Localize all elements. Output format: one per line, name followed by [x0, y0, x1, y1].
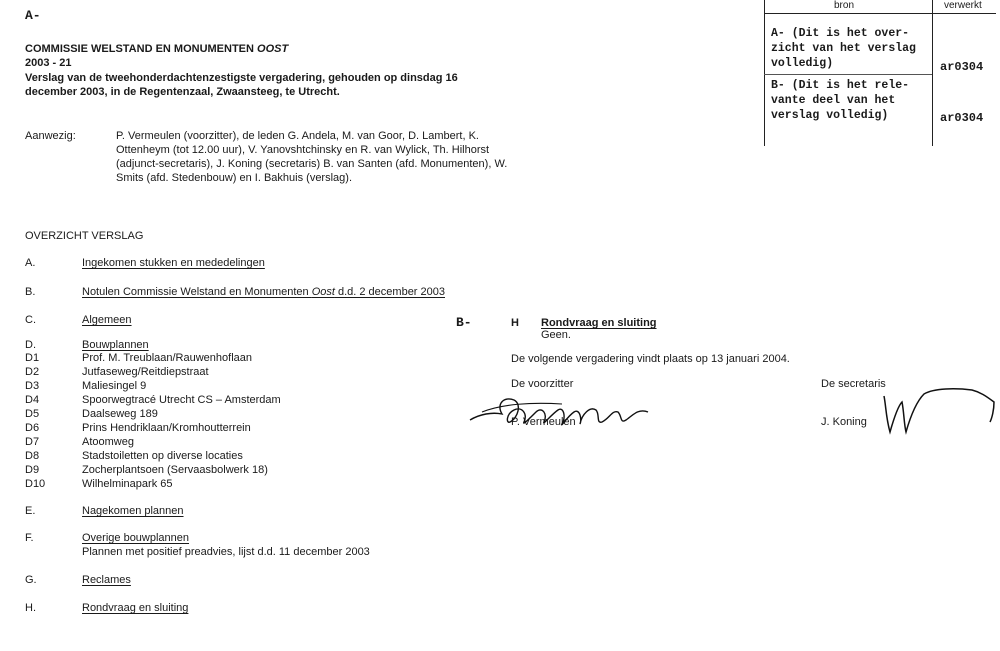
- title-plain: COMMISSIE WELSTAND EN MONUMENTEN: [25, 43, 258, 55]
- table-row-b-line: B- (Dit is het rele-: [771, 79, 910, 92]
- sub-item-label: Jutfaseweg/Reitdiepstraat: [82, 366, 209, 378]
- stamp-a: A-: [25, 8, 41, 23]
- secretary-signature: [872, 378, 998, 440]
- chair-signature: [462, 384, 662, 434]
- attendance-line: Ottenheym (tot 12.00 uur), V. Yanovshtchinsky en R. van Wylick, Th. Hilhorst: [116, 144, 490, 156]
- item-code-b: B.: [25, 286, 36, 298]
- chair-label: De voorzitter: [511, 378, 574, 390]
- sub-item-code: D7: [25, 436, 40, 448]
- sub-item-code: D8: [25, 450, 40, 462]
- table-row-separator: [764, 74, 932, 75]
- sub-item-code: D1: [25, 352, 40, 364]
- sub-item-label: Atoomweg: [82, 436, 134, 448]
- item-label-f: Overige bouwplannen: [82, 532, 190, 544]
- subtitle-line-1: Verslag van de tweehonderdachtenzestigste vergadering, gehouden op dinsdag 16: [25, 72, 458, 84]
- title-italic: OOST: [257, 43, 289, 55]
- item-label-b-italic: Oost: [311, 286, 335, 298]
- table-row-b-line: vante deel van het: [771, 94, 896, 107]
- table-header-bron: bron: [834, 0, 855, 11]
- item-code-c: C.: [25, 314, 36, 326]
- stamp-b: B-: [456, 315, 472, 330]
- table-row-a-line: volledig): [771, 57, 834, 70]
- sub-item-code: D5: [25, 408, 40, 420]
- item-code-h: H.: [25, 602, 36, 614]
- table-row-a-line: A- (Dit is het over-: [771, 27, 910, 40]
- section-h-heading: Rondvraag en sluiting: [541, 317, 657, 329]
- sub-item-label: Prof. M. Treublaan/Rauwenhoflaan: [82, 352, 252, 364]
- sub-item-label: Wilhelminapark 65: [82, 478, 173, 490]
- item-f-sub: Plannen met positief preadvies, lijst d.d. 11 december 2003: [82, 546, 370, 558]
- sub-item-label: Stadstoiletten op diverse locaties: [82, 450, 243, 462]
- item-label-d: Bouwplannen: [82, 339, 149, 351]
- item-code-f: F.: [25, 532, 34, 544]
- item-label-g: Reclames: [82, 574, 131, 586]
- sub-item-code: D2: [25, 366, 40, 378]
- next-meeting: De volgende vergadering vindt plaats op 13 januari 2004.: [511, 353, 790, 365]
- secretary-label: De secretaris: [821, 378, 886, 390]
- table-header-verwerkt: verwerkt: [944, 0, 982, 11]
- item-code-g: G.: [25, 574, 37, 586]
- sub-item-code: D9: [25, 464, 40, 476]
- section-h-code: H: [511, 317, 519, 329]
- table-row-a-line: zicht van het verslag: [771, 42, 916, 55]
- item-code-d: D.: [25, 339, 36, 351]
- subtitle-line-2: december 2003, in de Regentenzaal, Zwaansteeg, te Utrecht.: [25, 86, 340, 98]
- section-h-body: Geen.: [541, 329, 571, 341]
- item-code-a: A.: [25, 257, 36, 269]
- page-title: [25, 43, 288, 56]
- item-label-b-tail: d.d. 2 december 2003: [334, 286, 445, 298]
- item-label-a: Ingekomen stukken en mededelingen: [82, 257, 265, 269]
- item-label-c: Algemeen: [82, 314, 132, 326]
- sub-item-code: D4: [25, 394, 40, 406]
- item-code-e: E.: [25, 505, 36, 517]
- chair-name: P. Vermeulen: [511, 416, 576, 428]
- secretary-name: J. Koning: [821, 416, 867, 428]
- item-label-b-plain: Notulen Commissie Welstand en Monumenten: [82, 286, 312, 298]
- table-row-a-code: ar0304: [940, 60, 984, 74]
- table-row-b-code: ar0304: [940, 111, 984, 125]
- table-left-border: [764, 0, 765, 146]
- attendance-line: (adjunct-secretaris), J. Koning (secretaris) B. van Santen (afd. Monumenten), W.: [116, 158, 508, 170]
- sub-item-code: D6: [25, 422, 40, 434]
- meeting-number: 2003 - 21: [25, 57, 72, 69]
- attendance-line: Smits (afd. Stedenbouw) en I. Bakhuis (verslag).: [116, 172, 352, 184]
- attendance-line: P. Vermeulen (voorzitter), de leden G. Andela, M. van Goor, D. Lambert, K.: [116, 130, 479, 142]
- item-label-e: Nagekomen plannen: [82, 505, 184, 517]
- sub-item-label: Zocherplantsoen (Servaasbolwerk 18): [82, 464, 268, 476]
- sub-item-label: Spoorwegtracé Utrecht CS – Amsterdam: [82, 394, 281, 406]
- overview-heading: OVERZICHT VERSLAG: [25, 230, 144, 242]
- table-row-b-line: verslag volledig): [771, 109, 889, 122]
- sub-item-label: Prins Hendriklaan/Kromhoutterrein: [82, 422, 251, 434]
- table-column-divider: [932, 0, 933, 146]
- sub-item-code: D3: [25, 380, 40, 392]
- sub-item-code: D10: [25, 478, 46, 490]
- item-label-b: [82, 285, 445, 299]
- item-label-h: Rondvraag en sluiting: [82, 602, 189, 614]
- table-header-line: [764, 13, 996, 14]
- sub-item-label: Maliesingel 9: [82, 380, 147, 392]
- sub-item-label: Daalseweg 189: [82, 408, 158, 420]
- attendance-label: Aanwezig:: [25, 130, 76, 142]
